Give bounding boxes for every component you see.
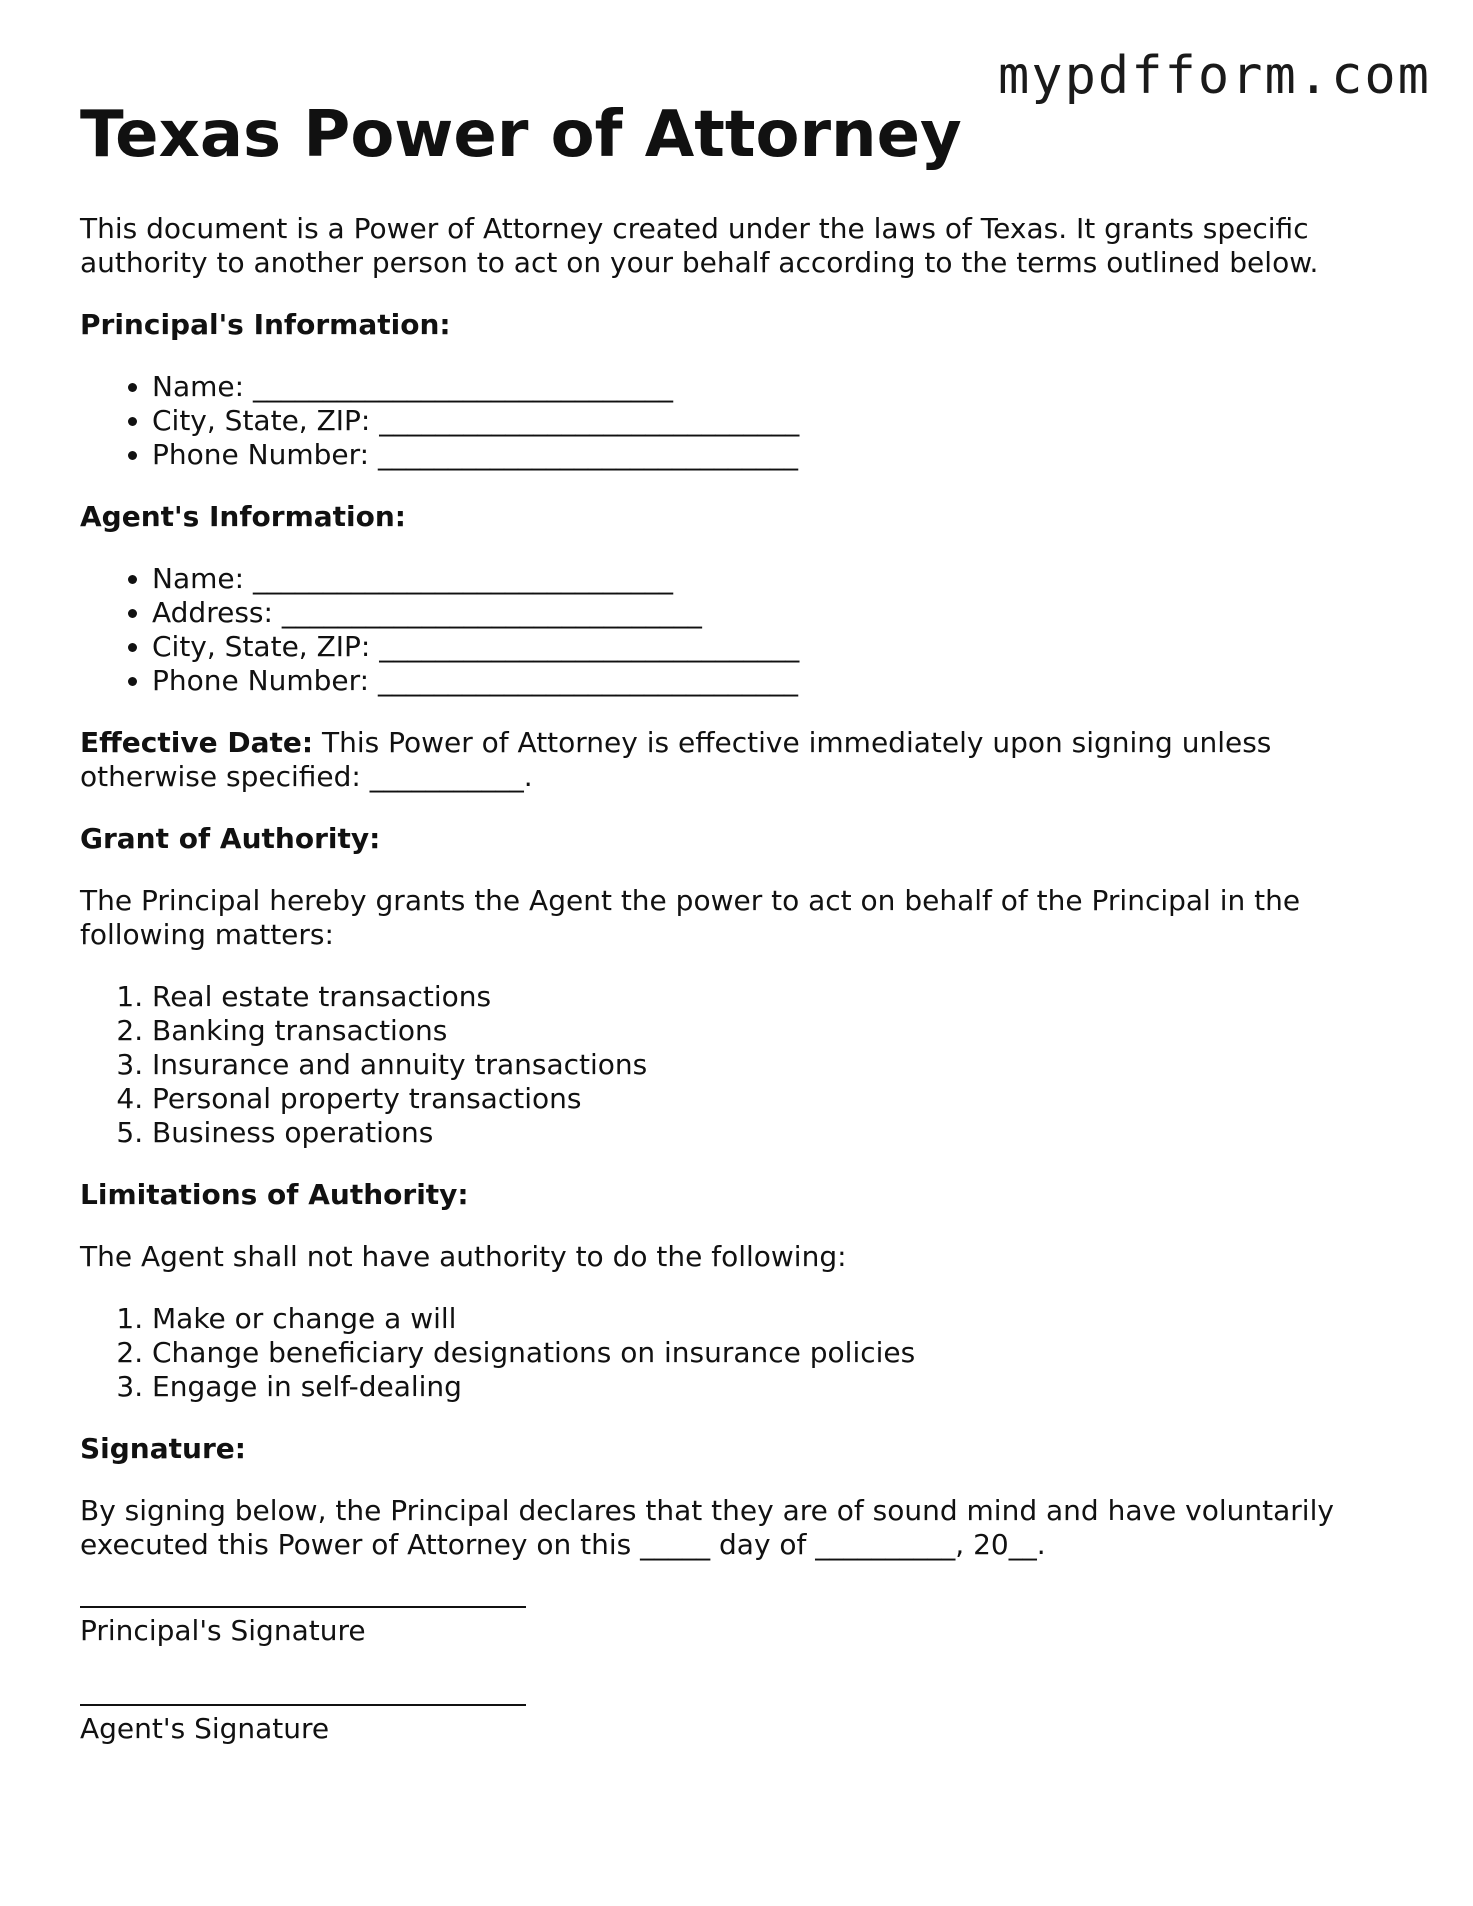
grant-item: 2. Banking transactions <box>152 1014 1400 1048</box>
effective-date-text[interactable]: This Power of Attorney is effective immediately upon signing unless otherwise specified: ___________. <box>80 726 1272 794</box>
limitation-item: 2. Change beneficiary designations on insurance policies <box>152 1336 1400 1370</box>
limitation-item: 1. Make or change a will <box>152 1302 1400 1336</box>
grant-item: 3. Insurance and annuity transactions <box>152 1048 1400 1082</box>
page-title: Texas Power of Attorney <box>80 98 962 172</box>
agent-address-field[interactable]: • Address: ______________________________ <box>152 596 1400 630</box>
signature-paragraph[interactable]: By signing below, the Principal declares that they are of sound mind and have voluntarily executed this Power of Attorney on this _____ day of __________, 20__. <box>80 1494 1334 1562</box>
agent-heading: Agent's Information: <box>80 500 407 534</box>
limitations-heading: Limitations of Authority: <box>80 1178 469 1212</box>
grant-paragraph: The Principal hereby grants the Agent the power to act on behalf of the Principal in the following matters: <box>80 884 1301 952</box>
limitations-list <box>80 1302 1400 1404</box>
grant-item: 4. Personal property transactions <box>152 1082 1400 1116</box>
principal-fields-list <box>80 370 1400 472</box>
agent-fields-list <box>80 562 1400 698</box>
principal-signature-label: Principal's Signature <box>80 1614 366 1648</box>
signature-block <box>80 1606 1400 1746</box>
limitations-paragraph: The Agent shall not have authority to do the following: <box>80 1240 847 1274</box>
intro-paragraph: This document is a Power of Attorney created under the laws of Texas. It grants specific authority to another person to act on your behalf according to the terms outlined below. <box>80 212 1319 280</box>
agent-name-field[interactable]: • Name: ______________________________ <box>152 562 1400 596</box>
grant-item: 5. Business operations <box>152 1116 1400 1150</box>
principal-name-field[interactable]: • Name: ______________________________ <box>152 370 1400 404</box>
principal-heading: Principal's Information: <box>80 308 451 342</box>
principal-signature-line[interactable] <box>80 1606 526 1608</box>
agent-city-state-zip-field[interactable]: • City, State, ZIP: ______________________________ <box>152 630 1400 664</box>
grant-list <box>80 980 1400 1150</box>
principal-phone-field[interactable]: • Phone Number: ______________________________ <box>152 438 1400 472</box>
limitation-item: 3. Engage in self-dealing <box>152 1370 1400 1404</box>
document-page <box>80 100 1400 1802</box>
agent-signature-line[interactable] <box>80 1704 526 1706</box>
watermark-site-name: mypdfform.com <box>998 46 1431 106</box>
agent-phone-field[interactable]: • Phone Number: ______________________________ <box>152 664 1400 698</box>
principal-city-state-zip-field[interactable]: • City, State, ZIP: ______________________________ <box>152 404 1400 438</box>
agent-signature-label: Agent's Signature <box>80 1712 330 1746</box>
effective-date-paragraph <box>80 726 1400 794</box>
effective-date-label: Effective Date: <box>80 726 314 760</box>
grant-heading: Grant of Authority: <box>80 822 381 856</box>
grant-item: 1. Real estate transactions <box>152 980 1400 1014</box>
signature-heading: Signature: <box>80 1432 246 1466</box>
